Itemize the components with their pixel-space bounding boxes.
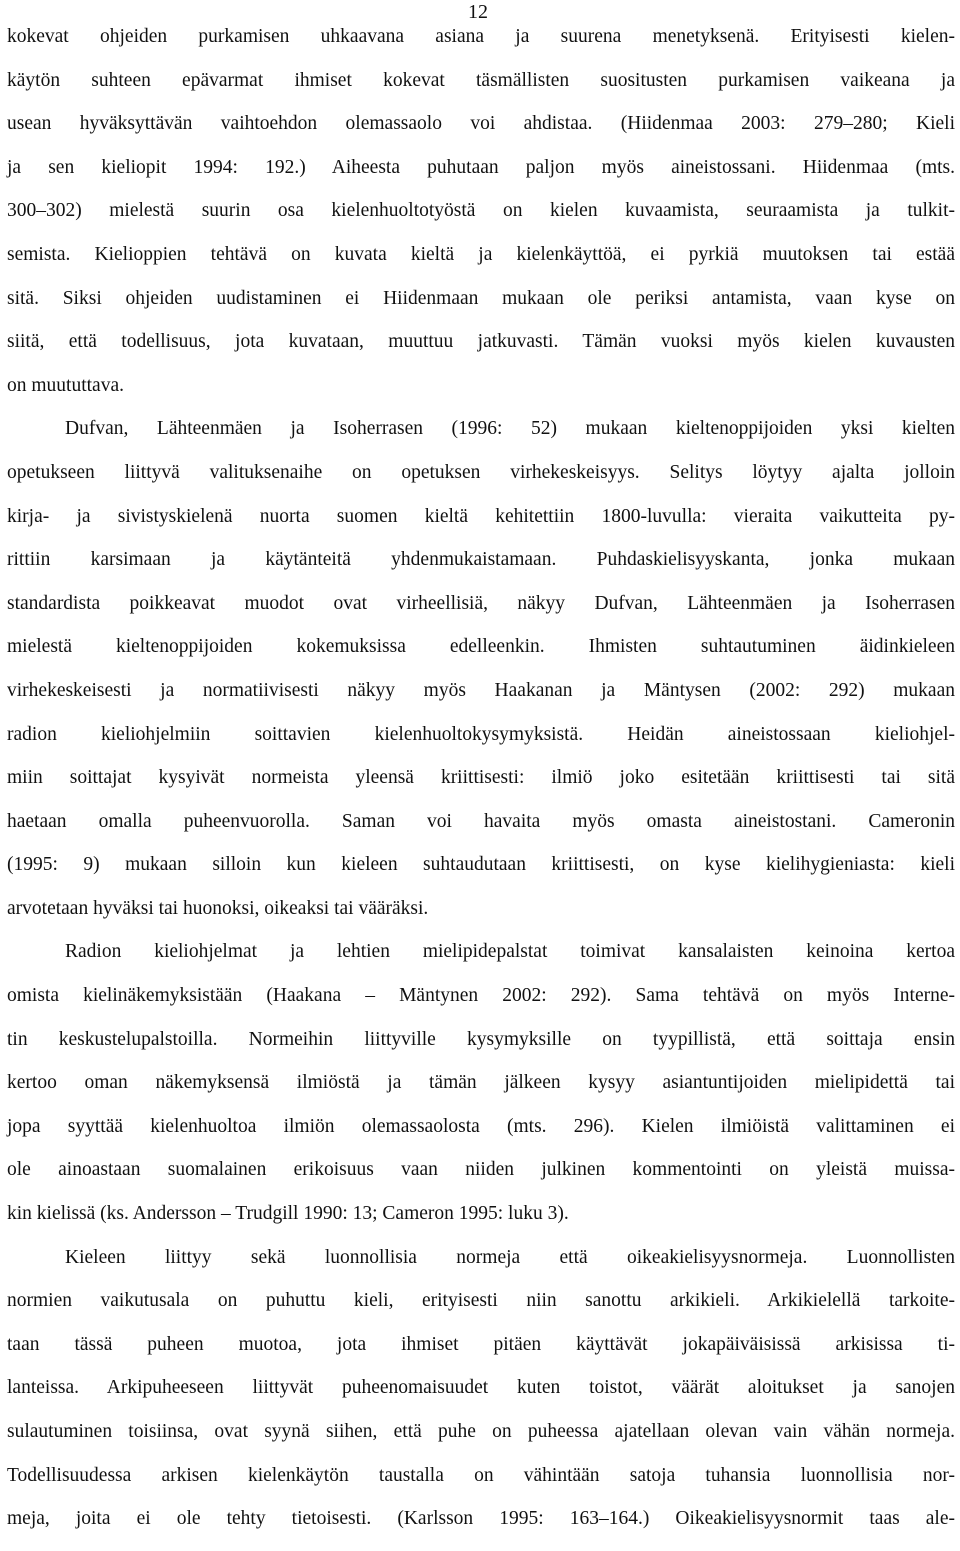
text-line: sitä. Siksi ohjeiden uudistaminen ei Hiidenmaan mukaan ole periksi antamista, vaan kyse on xyxy=(7,287,955,309)
text-line: usean hyväksyttävän vaihtoehdon olemassaolo voi ahdistaa. (Hiidenmaa 2003: 279–280; Kieli xyxy=(7,113,955,135)
text-line: haetaan omalla puheenvuorolla. Saman voi havaita myös omasta aineistostani. Cameronin xyxy=(7,810,955,832)
text-line: arvotetaan hyväksi tai huonoksi, oikeaksi tai vääräksi. xyxy=(7,897,429,919)
text-line: Todellisuudessa arkisen kielenkäytön taustalla on vähintään satoja tuhansia luonnollisia nor- xyxy=(7,1464,955,1486)
text-line: on muututtava. xyxy=(7,374,124,396)
text-line: radion kieliohjelmiin soittavien kielenhuoltokysymyksistä. Heidän aineistossaan kieliohjel- xyxy=(7,723,955,745)
text-line: (1995: 9) mukaan silloin kun kieleen suhtaudutaan kriittisesti, on kyse kielihygieniasta: kieli xyxy=(7,854,955,876)
text-line: Kieleen liittyy sekä luonnollisia normeja että oikeakielisyysnormeja. Luonnollisten xyxy=(65,1246,955,1268)
text-line: kokevat ohjeiden purkamisen uhkaavana asiana ja suurena menetyksenä. Erityisesti kielen- xyxy=(7,26,955,47)
text-line: taan tässä puheen muotoa, jota ihmiset pitäen käyttävät jokapäiväisissä arkisissa ti- xyxy=(7,1333,955,1355)
page-number: 12 xyxy=(468,1,488,23)
body-text xyxy=(7,25,955,1551)
text-line: siitä, että todellisuus, jota kuvataan, muuttuu jatkuvasti. Tämän vuoksi myös kielen kuvausten xyxy=(7,331,955,353)
text-line: miin soittajat kysyivät normeista yleensä kriittisesti: ilmiö joko esitetään kriittisesti tai sitä xyxy=(7,767,955,789)
text-line: kirja- ja sivistyskielenä nuorta suomen kieltä kehitettiin 1800-luvulla: vieraita vaikutteita py- xyxy=(7,505,955,527)
text-line: kin kielissä (ks. Andersson – Trudgill 1990: 13; Cameron 1995: luku 3). xyxy=(7,1203,569,1225)
text-line: lanteissa. Arkipuheeseen liittyvät puheenomaisuudet kuten toistot, väärät aloitukset ja sanojen xyxy=(7,1377,955,1399)
text-line: Dufvan, Lähteenmäen ja Isoherrasen (1996: 52) mukaan kieltenoppijoiden yksi kielten xyxy=(65,418,955,440)
text-line: opetukseen liittyvä valituksenaihe on opetuksen virhekeskeisyys. Selitys löytyy ajalta jolloin xyxy=(7,461,955,483)
text-line: semista. Kielioppien tehtävä on kuvata kieltä ja kielenkäyttöä, ei pyrkiä muutoksen tai estää xyxy=(7,243,955,265)
text-line: omista kielinäkemyksistään (Haakana – Mäntynen 2002: 292). Sama tehtävä on myös Interne- xyxy=(7,985,955,1007)
text-line: normien vaikutusala on puhuttu kieli, erityisesti niin sanottu arkikieli. Arkikielellä tarkoite- xyxy=(7,1290,955,1312)
text-line: standardista poikkeavat muodot ovat virheellisiä, näkyy Dufvan, Lähteenmäen ja Isoherrasen xyxy=(7,592,955,614)
text-line: 300–302) mielestä suurin osa kielenhuoltotyöstä on kielen kuvaamista, seuraamista ja tulkit- xyxy=(7,200,955,222)
text-line: meja, joita ei ole tehty tietoisesti. (Karlsson 1995: 163–164.) Oikeakielisyysnormit taas ale- xyxy=(7,1508,955,1530)
text-line: ole ainoastaan suomalainen erikoisuus vaan niiden julkinen kommentointi on yleistä muissa- xyxy=(7,1159,955,1181)
text-line: rittiin karsimaan ja käytänteitä yhdenmukaistamaan. Puhdaskielisyyskanta, jonka mukaan xyxy=(7,549,955,571)
text-line: ja sen kieliopit 1994: 192.) Aiheesta puhutaan paljon myös aineistossani. Hiidenmaa (mts. xyxy=(7,156,955,178)
text-line: Radion kieliohjelmat ja lehtien mielipidepalstat toimivat kansalaisten keinoina kertoa xyxy=(65,941,955,963)
text-line: mielestä kieltenoppijoiden kokemuksissa edelleenkin. Ihmisten suhtautuminen äidinkieleen xyxy=(7,636,955,658)
text-line: sulautuminen toisiinsa, ovat syynä siihen, että puhe on puheessa ajatellaan olevan vain vähän normeja. xyxy=(7,1421,955,1442)
text-line: virhekeskeisesti ja normatiivisesti näkyy myös Haakanan ja Mäntysen (2002: 292) mukaan xyxy=(7,679,955,701)
text-line: tin keskustelupalstoilla. Normeihin liittyville kysymyksille on tyypillistä, että soittaja ensin xyxy=(7,1028,955,1050)
text-line: kertoo oman näkemyksensä ilmiöstä ja tämän jälkeen kysyy asiantuntijoiden mielipidettä tai xyxy=(7,1072,955,1094)
text-line: jopa syyttää kielenhuoltoa ilmiön olemassaolosta (mts. 296). Kielen ilmiöistä valittaminen ei xyxy=(7,1115,955,1137)
text-line: käytön suhteen epävarmat ihmiset kokevat täsmällisten suositusten purkamisen vaikeana ja xyxy=(7,69,955,91)
